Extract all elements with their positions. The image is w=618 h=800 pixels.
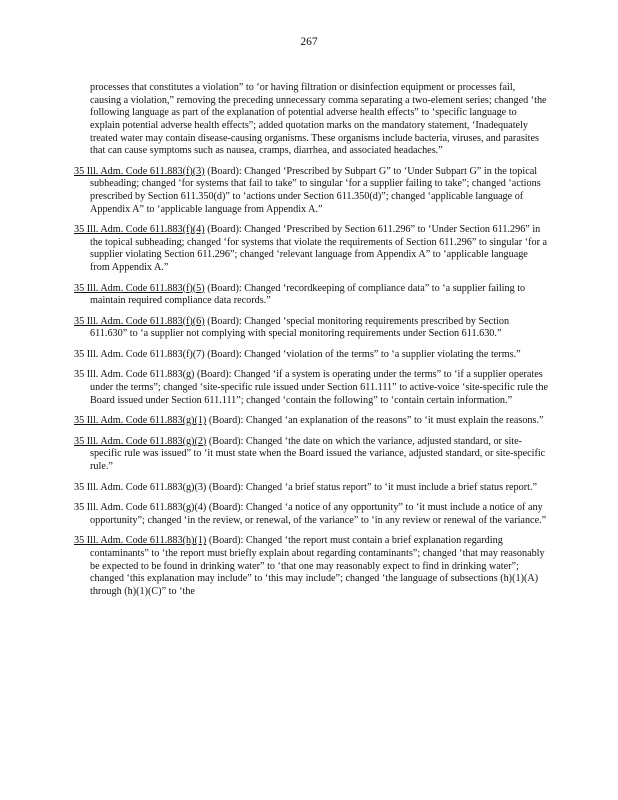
entry-text: (Board): Changed ‘the report must contain a brief explanation regarding contaminants” to ‘the report must briefly explain about regarding contaminants”; changed ‘that may reasonably be expected to be found in drinking water” to ‘that one may reasonably expect to find in drinking water”; changed ‘this explanation may include” to ‘this may include”; changed ‘the language of subsections (h)(1)(A) through (h)(1)(C)” to ‘the bbox=[90, 535, 545, 597]
continuation-paragraph: processes that constitutes a violation” to ‘or having filtration or disinfection equipment or processes fail, causing a violation,” removing the preceding unnecessary comma separating a two-element series; changed ‘the following language as part of the explanation of potential adverse health effects” to ‘specific language to explain potential adverse health effects”; added quotation marks on the mandatory statement, ‘Inadequately treated water may contain disease-causing organisms. These organisms include bacteria, viruses, and parasites that can cause symptoms such as nausea, cramps, diarrhea, and associated headaches.” bbox=[90, 82, 547, 157]
entry-paragraph bbox=[74, 436, 548, 474]
entry-paragraph bbox=[74, 283, 548, 308]
entry-citation: 35 Ill. Adm. Code 611.883(f)(3) bbox=[74, 165, 205, 177]
entry-citation: 35 Ill. Adm. Code 611.883(f)(4) bbox=[74, 224, 205, 236]
entry-text: (Board): Changed ‘an explanation of the reasons” to ‘it must explain the reasons.” bbox=[206, 415, 544, 427]
entry-paragraph bbox=[74, 415, 548, 428]
entry-paragraph bbox=[74, 482, 548, 495]
page-number: 267 bbox=[300, 36, 318, 48]
entry-text: (Board): Changed ‘recordkeeping of compliance data” to ‘a supplier failing to maintain required compliance data records.” bbox=[90, 282, 526, 307]
entry-text: (Board): Changed ‘a notice of any opportunity” to ‘it must include a notice of any opportunity”; changed ‘in the review, or renewal, of the variance” to ‘in any review or renewal of the variance.” bbox=[90, 502, 547, 526]
entry-text: (Board): Changed ‘special monitoring requirements prescribed by Section 611.630” to ‘a supplier not complying with special monitoring requirements under Section 611.630.” bbox=[90, 315, 510, 340]
entry-text: (Board): Changed ‘if a system is operating under the terms” to ‘if a supplier operates under the terms”; changed ‘site-specific rule issued under Section 611.111” to active-voice ‘site-specific rule the Board issued under Section 611.111”; changed ‘contain the following” to ‘contain certain information.” bbox=[90, 369, 548, 406]
entry-citation: 35 Ill. Adm. Code 611.883(f)(7) bbox=[74, 348, 205, 360]
entry-text: (Board): Changed ‘the date on which the variance, adjusted standard, or site-specific rule was issued” to ‘it must state when the Board issued the variance, adjusted standard, or site-specific rule.” bbox=[90, 435, 546, 473]
entry-citation: 35 Ill. Adm. Code 611.883(h)(1) bbox=[74, 535, 207, 547]
entry-paragraph bbox=[74, 316, 548, 341]
entry-citation: 35 Ill. Adm. Code 611.883(g)(3) bbox=[74, 481, 207, 493]
entry-text: (Board): Changed ‘Prescribed by Section 611.296” to ‘Under Section 611.296” in the topical subheading; changed ‘for systems that violate the requirements of Section 611.296” to singular ‘for a supplier violating Section 611.296”; changed ‘relevant language from Appendix A” to ‘applicable language from Appendix A.” bbox=[90, 224, 548, 273]
entry-paragraph bbox=[74, 166, 548, 216]
entry-citation: 35 Ill. Adm. Code 611.883(f)(6) bbox=[74, 315, 205, 327]
entry-paragraph bbox=[74, 502, 548, 527]
entries-list bbox=[74, 166, 548, 599]
entry-citation: 35 Ill. Adm. Code 611.883(g)(1) bbox=[74, 415, 207, 427]
entry-paragraph bbox=[74, 224, 548, 274]
entry-text: (Board): Changed ‘violation of the terms” to ‘a supplier violating the terms.” bbox=[204, 348, 521, 360]
entry-citation: 35 Ill. Adm. Code 611.883(g)(2) bbox=[74, 435, 207, 447]
entry-paragraph bbox=[74, 535, 548, 598]
entry-citation: 35 Ill. Adm. Code 611.883(g) bbox=[74, 369, 195, 381]
entry-citation: 35 Ill. Adm. Code 611.883(f)(5) bbox=[74, 282, 205, 294]
entry-text: (Board): Changed ‘Prescribed by Subpart G” to ‘Under Subpart G” in the topical subheading; changed ‘for systems that fail to take” to singular ‘for a supplier failing to take”; changed ‘actions prescribed by Section 611.350(d)” to ‘actions under Section 611.350(d)”; changed ‘applicable language of Appendix A” to ‘applicable language from Appendix A.” bbox=[90, 165, 541, 215]
entry-paragraph bbox=[74, 349, 548, 362]
entry-citation: 35 Ill. Adm. Code 611.883(g)(4) bbox=[74, 502, 207, 514]
entry-text: (Board): Changed ‘a brief status report” to ‘it must include a brief status report.” bbox=[206, 481, 538, 493]
entry-paragraph bbox=[74, 369, 548, 407]
document-body bbox=[74, 72, 548, 606]
